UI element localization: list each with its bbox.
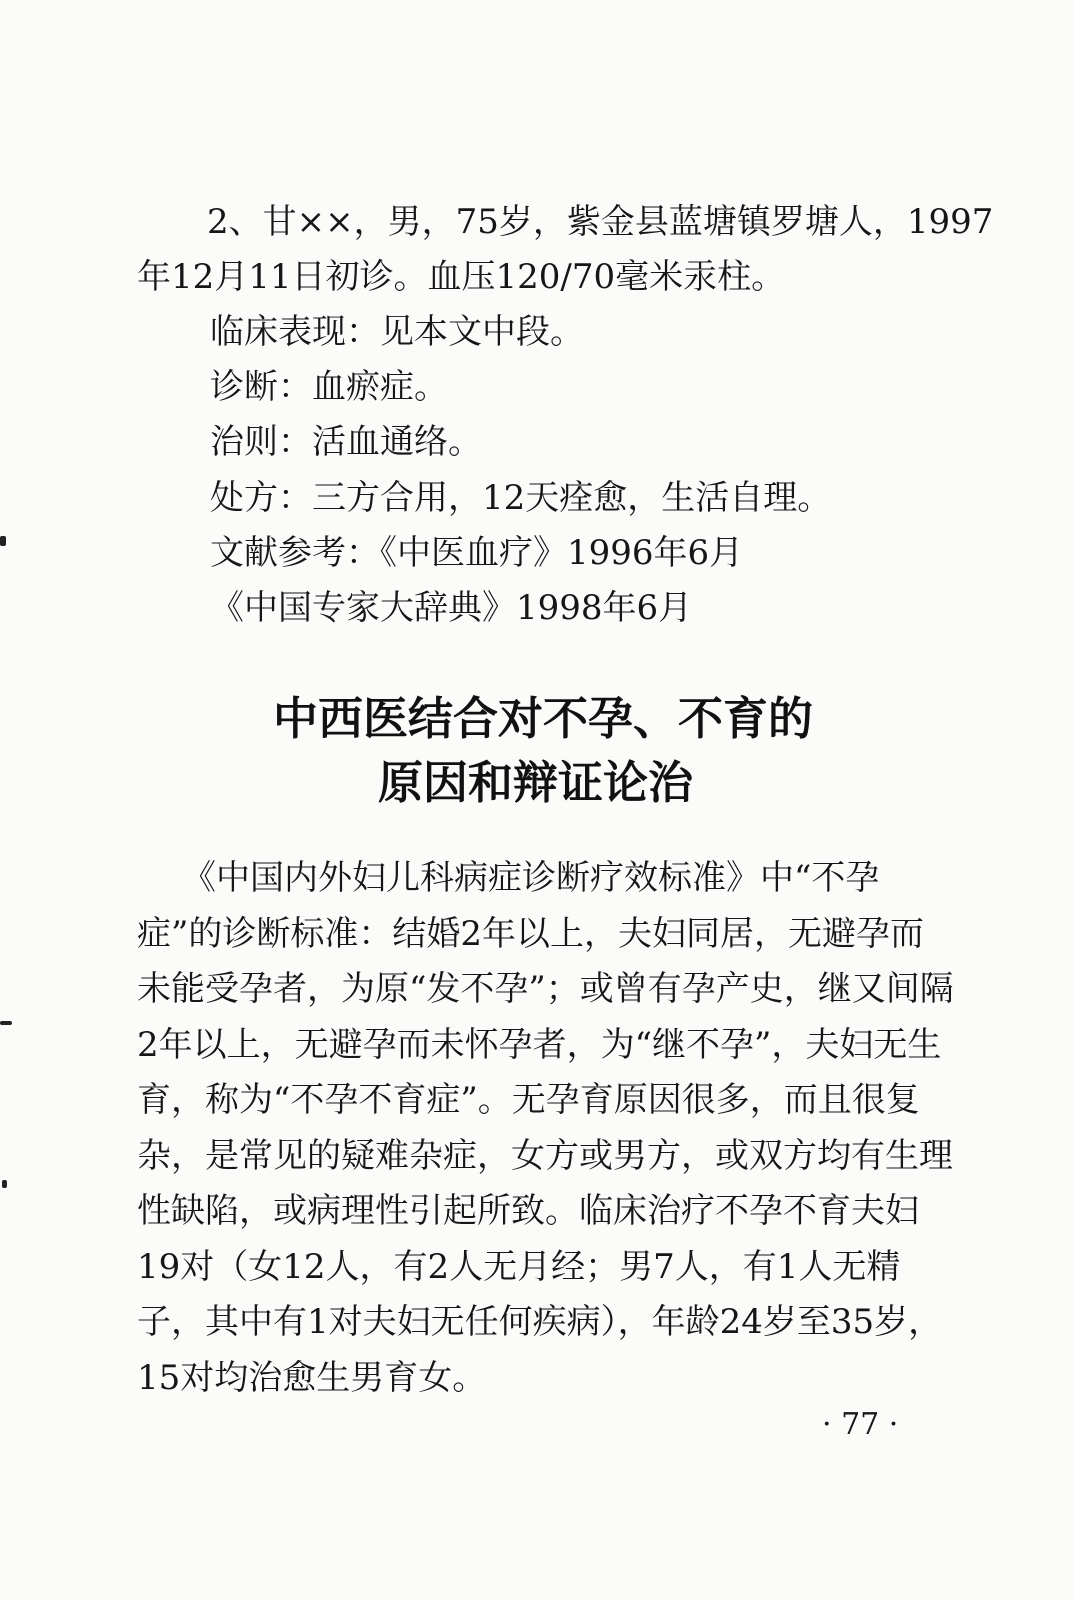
case2-clinical: 临床表现：见本文中段。	[210, 312, 584, 352]
case2-line1: 2、甘××，男，75岁，紫金县蓝塘镇罗塘人，1997	[207, 202, 994, 242]
case2-reference1: 文献参考：《中医血疗》1996年6月	[210, 533, 744, 573]
scan-speck	[2, 1180, 7, 1188]
body-line: 子，其中有1对夫妇无任何疾病），年龄24岁至35岁，	[137, 1302, 943, 1342]
case2-line2: 年12月11日初诊。血压120/70毫米汞柱。	[137, 257, 786, 297]
body-line: 《中国内外妇儿科病症诊断疗效标准》中“不孕	[182, 858, 880, 898]
body-line: 杂，是常见的疑难杂症，女方或男方，或双方均有生理	[137, 1136, 953, 1176]
case2-treatment: 治则：活血通络。	[210, 422, 482, 462]
scan-speck	[0, 536, 6, 546]
body-line: 19对（女12人，有2人无月经；男7人，有1人无精	[137, 1247, 901, 1287]
case2-prescription: 处方：三方合用，12天痊愈，生活自理。	[210, 478, 832, 518]
scan-speck	[0, 1021, 12, 1025]
body-line: 性缺陷，或病理性引起所致。临床治疗不孕不育夫妇	[137, 1191, 919, 1231]
section-title-line1: 中西医结合对不孕、不育的	[273, 692, 814, 745]
body-line: 症”的诊断标准：结婚2年以上，夫妇同居，无避孕而	[137, 914, 925, 954]
body-line: 未能受孕者，为原“发不孕”；或曾有孕产史，继又间隔	[137, 969, 954, 1009]
body-line: 2年以上，无避孕而未怀孕者，为“继不孕”，夫妇无生	[137, 1025, 942, 1065]
body-line: 15对均治愈生男育女。	[137, 1358, 487, 1398]
case2-reference2: 《中国专家大辞典》1998年6月	[210, 588, 693, 628]
body-line: 育，称为“不孕不育症”。无孕育原因很多，而且很复	[137, 1080, 920, 1120]
case2-diagnosis: 诊断：血瘀症。	[210, 367, 448, 407]
section-title-line2: 原因和辩证论治	[378, 756, 694, 809]
page-number: · 77 ·	[822, 1407, 899, 1442]
